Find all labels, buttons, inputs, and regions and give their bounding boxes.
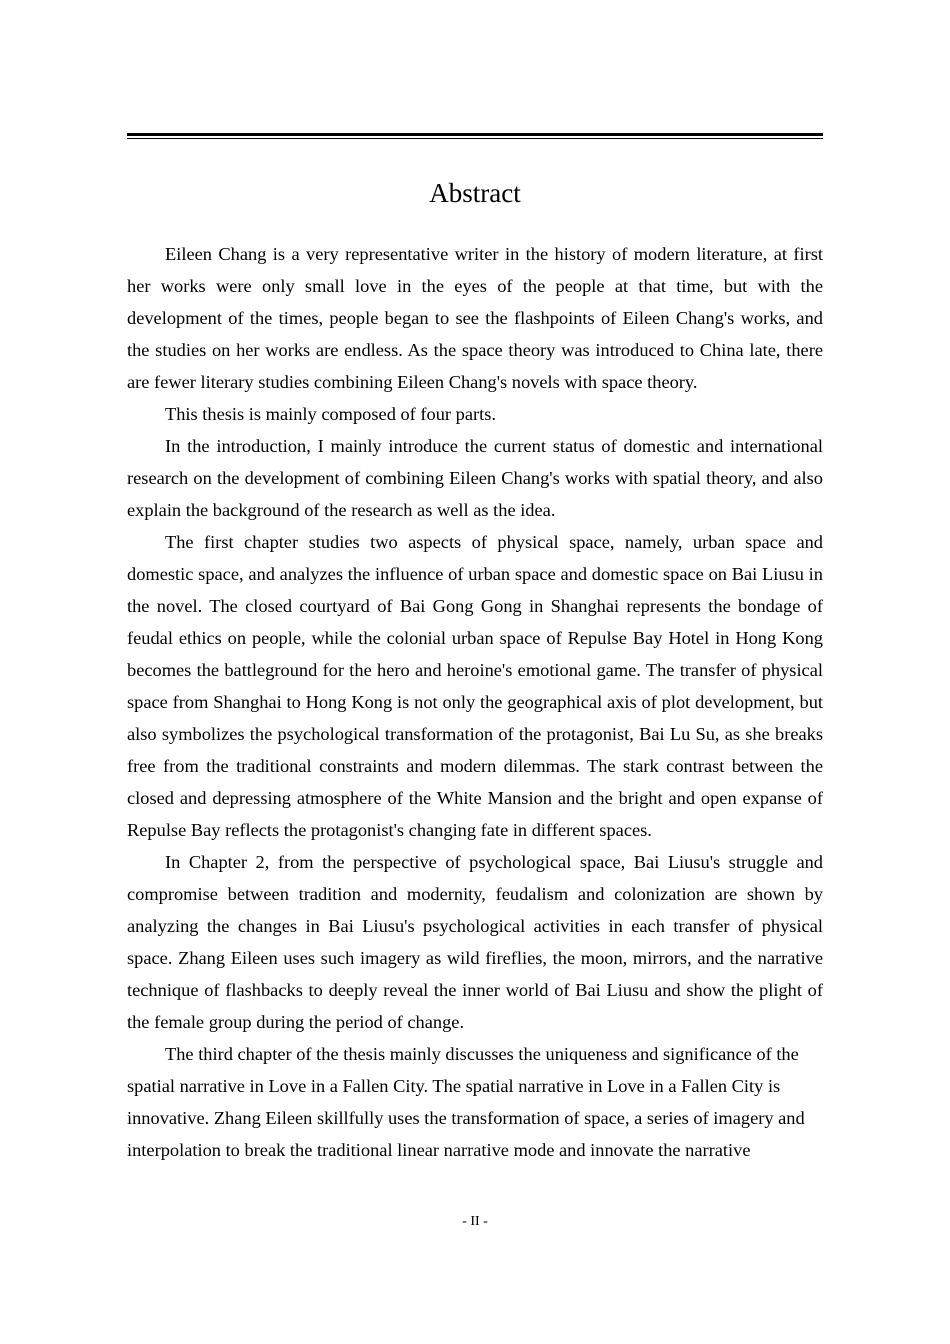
page-number: - II - xyxy=(462,1214,488,1229)
page-title: Abstract xyxy=(429,178,521,208)
header-rule-thin xyxy=(127,138,823,139)
paragraph: In Chapter 2, from the perspective of psychological space, Bai Liusu's struggle and compromise between tradition and modernity, feudalism and colonization are shown by analyzing the changes in Bai Liusu's psychological activities in each transfer of physical space. Zhang Eileen uses such imagery as wild fireflies, the moon, mirrors, and the narrative technique of flashbacks to deeply reveal the inner world of Bai Liusu and show the plight of the female group during the period of change. xyxy=(127,852,823,1032)
paragraph: This thesis is mainly composed of four parts. xyxy=(165,404,496,424)
header-rule-thick xyxy=(127,133,823,136)
paragraph: The first chapter studies two aspects of physical space, namely, urban space and domestic space, and analyzes the influence of urban space and domestic space on Bai Liusu in the novel. The closed courtyard of Bai Gong Gong in Shanghai represents the bondage of feudal ethics on people, while the colonial urban space of Repulse Bay Hotel in Hong Kong becomes the battleground for the hero and heroine's emotional game. The transfer of physical space from Shanghai to Hong Kong is not only the geographical axis of plot development, but also symbolizes the psychological transformation of the protagonist, Bai Lu Su, as she breaks free from the traditional constraints and modern dilemmas. The stark contrast between the closed and depressing atmosphere of the White Mansion and the bright and open expanse of Repulse Bay reflects the protagonist's changing fate in different spaces. xyxy=(127,532,823,840)
paragraph: In the introduction, I mainly introduce the current status of domestic and international research on the development of combining Eileen Chang's works with spatial theory, and also explain the background of the research as well as the idea. xyxy=(127,436,823,520)
paragraph: The third chapter of the thesis mainly discusses the uniqueness and significance of the spatial narrative in Love in a Fallen City. The spatial narrative in Love in a Fallen City is innovative. Zhang Eileen skillfully uses the transformation of space, a series of imagery and interpolation to break the traditional linear narrative mode and innovate the narrative xyxy=(127,1044,805,1160)
abstract-body xyxy=(127,238,823,1166)
paragraph: Eileen Chang is a very representative writer in the history of modern literature, at first her works were only small love in the eyes of the people at that time, but with the development of the times, people began to see the flashpoints of Eileen Chang's works, and the studies on her works are endless. As the space theory was introduced to China late, there are fewer literary studies combining Eileen Chang's novels with space theory. xyxy=(127,244,823,392)
